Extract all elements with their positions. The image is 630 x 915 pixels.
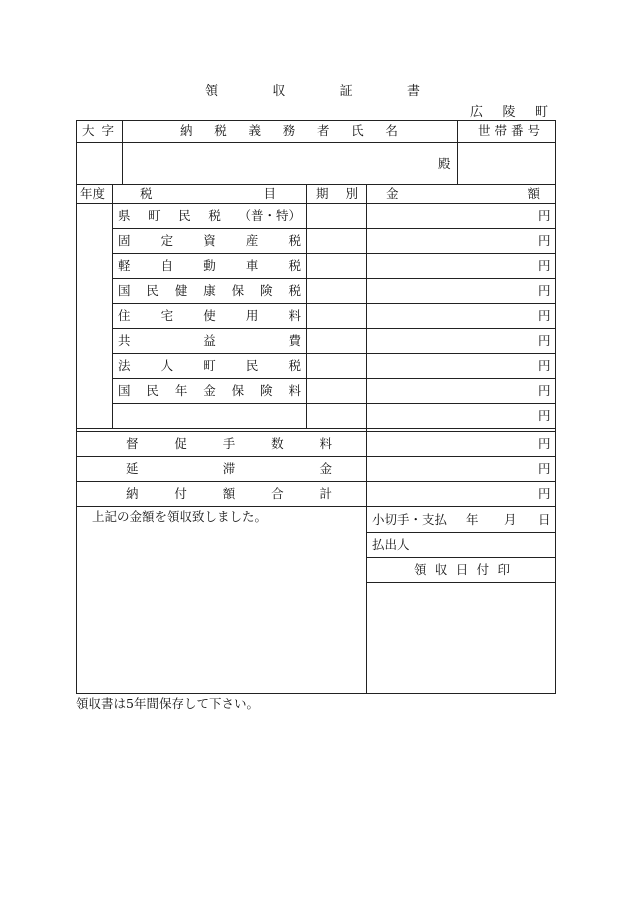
receipt-note: 上記の金額を領収致しました。 (92, 509, 268, 524)
summary-late-charge: 延 滞 金 (126, 461, 332, 476)
yen-unit: 円 (538, 486, 551, 501)
rule (112, 353, 556, 354)
rule (306, 184, 307, 428)
rule (112, 253, 556, 254)
summary-payment-total: 納 付 額 合 計 (126, 486, 332, 501)
tax-item-national-pension-premium: 国 民 年 金 保 険 料 (118, 383, 301, 398)
household-number-label: 世 帯 番 号 (478, 123, 540, 138)
rule (76, 481, 556, 482)
rule (76, 203, 556, 204)
rule (555, 120, 556, 694)
yen-unit: 円 (538, 383, 551, 398)
rule (76, 506, 556, 507)
rule (366, 557, 556, 558)
town-name (470, 101, 548, 120)
town-char: 陵 (502, 105, 516, 120)
taxpayer-name-label: 納 税 義 務 者 氏 名 (180, 123, 398, 138)
receipt-date-stamp-label: 領 収 日 付 印 (414, 562, 510, 577)
rule (112, 184, 113, 428)
title-char: 証 (339, 84, 353, 99)
year-column-label: 年度 (80, 186, 106, 201)
tax-item-housing-fee: 住 宅 使 用 料 (118, 308, 301, 323)
amount-column-label: 金 額 (386, 186, 540, 201)
check-payment-month: 月 (504, 512, 517, 527)
yen-unit: 円 (538, 436, 551, 451)
yen-unit: 円 (538, 283, 551, 298)
period-column-label: 期 別 (316, 186, 358, 201)
yen-unit: 円 (538, 258, 551, 273)
check-payment-day: 日 (538, 512, 551, 527)
summary-reminder-fee: 督 促 手 数 料 (126, 436, 332, 451)
title-char: 収 (272, 84, 286, 99)
yen-unit: 円 (538, 333, 551, 348)
rule (366, 582, 556, 583)
tax-item-fixed-asset-tax: 固 定 資 産 税 (118, 233, 301, 248)
tax-item-corporate-municipal-tax: 法 人 町 民 税 (118, 358, 301, 373)
town-char: 町 (534, 105, 548, 120)
tax-item-common-service-fee: 共 益 費 (118, 333, 301, 348)
rule (76, 456, 556, 457)
rule (76, 120, 77, 694)
rule (112, 303, 556, 304)
rule (112, 403, 556, 404)
title-char: 領 (205, 84, 219, 99)
oaza-label: 大 字 (82, 123, 114, 138)
tax-item-national-health-insurance-tax: 国 民 健 康 保 険 税 (118, 283, 301, 298)
rule (457, 120, 458, 184)
rule (112, 328, 556, 329)
footer-note: 領収書は5年間保存して下さい。 (76, 696, 259, 711)
check-payment-label: 小切手・支払 (372, 512, 448, 527)
yen-unit: 円 (538, 461, 551, 476)
yen-unit: 円 (538, 408, 551, 423)
drawer-label: 払出人 (372, 537, 410, 552)
receipt-form (76, 120, 556, 694)
yen-unit: 円 (538, 208, 551, 223)
tax-item-prefectural-municipal-tax: 県 町 民 税 （普・特） (118, 208, 301, 223)
rule (366, 532, 556, 533)
title-char: 書 (406, 84, 420, 99)
rule (112, 278, 556, 279)
rule (76, 120, 556, 121)
rule (112, 228, 556, 229)
check-payment-year: 年 (466, 512, 479, 527)
tax-item-column-label: 税 目 (140, 186, 276, 201)
yen-unit: 円 (538, 308, 551, 323)
rule (76, 142, 556, 143)
yen-unit: 円 (538, 358, 551, 373)
document-title (205, 80, 420, 99)
rule (112, 378, 556, 379)
rule (122, 120, 123, 184)
rule (76, 693, 556, 694)
rule (76, 184, 556, 185)
yen-unit: 円 (538, 233, 551, 248)
town-char: 広 (470, 105, 484, 120)
rule (366, 184, 367, 694)
rule (76, 428, 556, 429)
honorific-tono: 殿 (438, 156, 451, 171)
tax-item-light-vehicle-tax: 軽 自 動 車 税 (118, 258, 301, 273)
rule (76, 431, 556, 432)
